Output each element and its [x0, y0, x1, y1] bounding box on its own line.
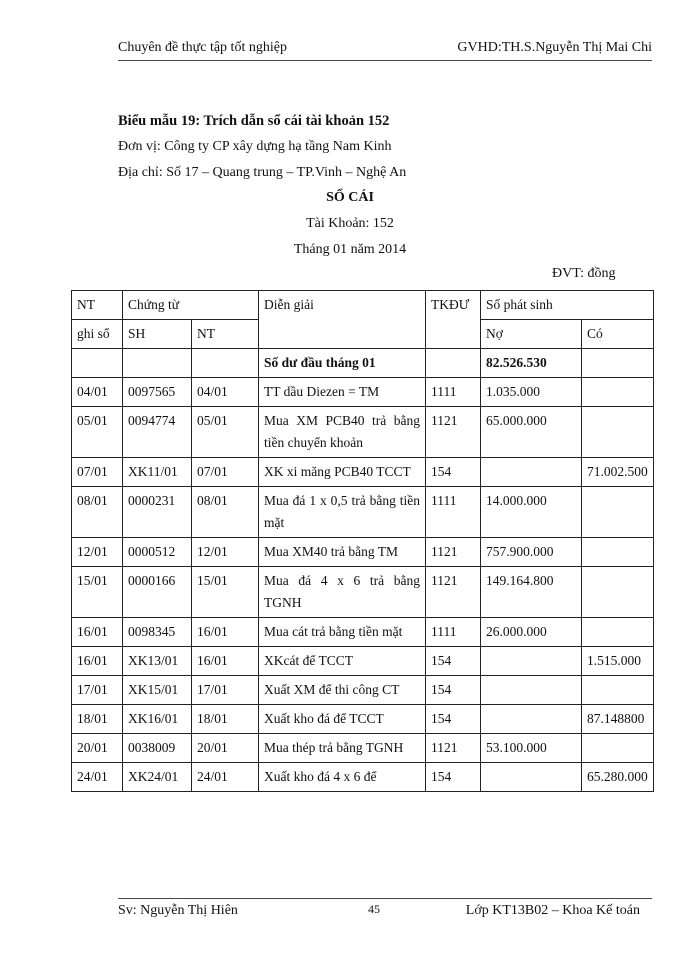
- date-cell: 08/01: [72, 487, 123, 538]
- currency-unit: ĐVT: đồng: [552, 266, 616, 281]
- voucher-number-cell: 0097565: [123, 378, 192, 407]
- table-row: [72, 734, 654, 763]
- description-cell: Mua thép trả bằng TGNH: [259, 734, 426, 763]
- debit-cell: 757.900.000: [481, 538, 582, 567]
- voucher-date-cell: 17/01: [192, 676, 259, 705]
- credit-cell: [582, 407, 654, 458]
- account-line: Tài Khoản: 152: [306, 216, 394, 231]
- voucher-date-cell: 16/01: [192, 618, 259, 647]
- page-number: 45: [368, 902, 380, 916]
- description-cell: Mua XM PCB40 trả bằng tiền chuyển khoản: [259, 407, 426, 458]
- credit-cell: [582, 567, 654, 618]
- date-cell: 07/01: [72, 458, 123, 487]
- description-cell: XK xi măng PCB40 TCCT: [259, 458, 426, 487]
- date-cell: 16/01: [72, 618, 123, 647]
- voucher-date-cell: 04/01: [192, 378, 259, 407]
- date-cell: 04/01: [72, 378, 123, 407]
- header-diengiai: Diễn giải: [259, 291, 426, 349]
- voucher-number-cell: XK16/01: [123, 705, 192, 734]
- header-nt: NT: [72, 291, 123, 320]
- voucher-number-cell: 0000512: [123, 538, 192, 567]
- account-code-cell: 1121: [426, 567, 481, 618]
- footer-left: Sv: Nguyễn Thị Hiên: [118, 903, 238, 918]
- voucher-date-cell: 12/01: [192, 538, 259, 567]
- table-row: [72, 378, 654, 407]
- voucher-number-cell: XK13/01: [123, 647, 192, 676]
- table-row: [72, 407, 654, 458]
- credit-cell: [582, 487, 654, 538]
- voucher-number-cell: XK24/01: [123, 763, 192, 792]
- voucher-number-cell: 0000231: [123, 487, 192, 538]
- voucher-number-cell: XK11/01: [123, 458, 192, 487]
- date-cell: 18/01: [72, 705, 123, 734]
- table-row: [72, 567, 654, 618]
- account-code-cell: 154: [426, 458, 481, 487]
- table-row: [72, 538, 654, 567]
- description-cell: XKcát để TCCT: [259, 647, 426, 676]
- description-cell: Xuất kho đá 4 x 6 để: [259, 763, 426, 792]
- table-row: [72, 676, 654, 705]
- opening-balance-row: [72, 349, 654, 378]
- ledger-table: [71, 290, 654, 792]
- table-row: [72, 458, 654, 487]
- credit-cell: 87.148800: [582, 705, 654, 734]
- address-line: Địa chỉ: Số 17 – Quang trung – TP.Vinh – Nghệ An: [118, 165, 407, 180]
- credit-cell: [582, 676, 654, 705]
- voucher-date-cell: 08/01: [192, 487, 259, 538]
- footer-right: Lớp KT13B02 – Khoa Kế toán: [465, 903, 640, 918]
- voucher-date-cell: 20/01: [192, 734, 259, 763]
- account-code-cell: 1121: [426, 407, 481, 458]
- credit-cell: [582, 378, 654, 407]
- page-header: [118, 40, 652, 61]
- unit-line: Đơn vị: Công ty CP xây dựng hạ tầng Nam Kinh: [118, 139, 392, 154]
- date-cell: 12/01: [72, 538, 123, 567]
- description-cell: Xuất XM để thi công CT: [259, 676, 426, 705]
- date-cell: 24/01: [72, 763, 123, 792]
- voucher-date-cell: 16/01: [192, 647, 259, 676]
- form-title: Biểu mẫu 19: Trích dẫn sổ cái tài khoản 152: [118, 113, 390, 129]
- debit-cell: [481, 676, 582, 705]
- page-footer: [118, 898, 652, 919]
- date-cell: 05/01: [72, 407, 123, 458]
- description-cell: Xuất kho đá để TCCT: [259, 705, 426, 734]
- opening-value: 82.526.530: [481, 349, 582, 378]
- header-nt2: NT: [192, 320, 259, 349]
- account-code-cell: 1121: [426, 538, 481, 567]
- description-cell: Mua đá 1 x 0,5 trả bằng tiền mặt: [259, 487, 426, 538]
- account-code-cell: 1111: [426, 378, 481, 407]
- table-row: [72, 618, 654, 647]
- description-cell: TT dầu Diezen = TM: [259, 378, 426, 407]
- debit-cell: 149.164.800: [481, 567, 582, 618]
- table-row: [72, 487, 654, 538]
- voucher-date-cell: 05/01: [192, 407, 259, 458]
- voucher-date-cell: 18/01: [192, 705, 259, 734]
- account-code-cell: 154: [426, 647, 481, 676]
- credit-cell: 71.002.500: [582, 458, 654, 487]
- debit-cell: 1.035.000: [481, 378, 582, 407]
- credit-cell: 65.280.000: [582, 763, 654, 792]
- voucher-date-cell: 07/01: [192, 458, 259, 487]
- header-no: Nợ: [481, 320, 582, 349]
- header-right: GVHD:TH.S.Nguyễn Thị Mai Chi: [457, 40, 652, 55]
- credit-cell: [582, 734, 654, 763]
- credit-cell: [582, 538, 654, 567]
- date-cell: 20/01: [72, 734, 123, 763]
- voucher-number-cell: 0094774: [123, 407, 192, 458]
- debit-cell: 26.000.000: [481, 618, 582, 647]
- voucher-date-cell: 15/01: [192, 567, 259, 618]
- debit-cell: [481, 647, 582, 676]
- header-co: Có: [582, 320, 654, 349]
- table-row: [72, 763, 654, 792]
- account-code-cell: 154: [426, 676, 481, 705]
- debit-cell: [481, 705, 582, 734]
- voucher-number-cell: 0000166: [123, 567, 192, 618]
- account-code-cell: 1111: [426, 487, 481, 538]
- voucher-date-cell: 24/01: [192, 763, 259, 792]
- account-code-cell: 154: [426, 705, 481, 734]
- opening-label: Số dư đầu tháng 01: [259, 349, 426, 378]
- voucher-number-cell: 0038009: [123, 734, 192, 763]
- header-tkdu: TKĐƯ: [426, 291, 481, 349]
- date-cell: 16/01: [72, 647, 123, 676]
- voucher-number-cell: XK15/01: [123, 676, 192, 705]
- debit-cell: 65.000.000: [481, 407, 582, 458]
- credit-cell: [582, 618, 654, 647]
- header-left: Chuyên đề thực tập tốt nghiệp: [118, 40, 287, 55]
- credit-cell: 1.515.000: [582, 647, 654, 676]
- account-code-cell: 1121: [426, 734, 481, 763]
- date-cell: 17/01: [72, 676, 123, 705]
- table-header-row: [72, 291, 654, 320]
- debit-cell: 14.000.000: [481, 487, 582, 538]
- table-row: [72, 647, 654, 676]
- header-sophatsinh: Số phát sinh: [481, 291, 654, 320]
- description-cell: Mua XM40 trả bằng TM: [259, 538, 426, 567]
- description-cell: Mua cát trả bằng tiền mặt: [259, 618, 426, 647]
- account-code-cell: 1111: [426, 618, 481, 647]
- header-chungtu: Chứng từ: [123, 291, 259, 320]
- debit-cell: 53.100.000: [481, 734, 582, 763]
- voucher-number-cell: 0098345: [123, 618, 192, 647]
- date-cell: 15/01: [72, 567, 123, 618]
- debit-cell: [481, 763, 582, 792]
- description-cell: Mua đá 4 x 6 trả bằng TGNH: [259, 567, 426, 618]
- table-row: [72, 705, 654, 734]
- header-sh: SH: [123, 320, 192, 349]
- debit-cell: [481, 458, 582, 487]
- header-ghiso: ghi sổ: [72, 320, 123, 349]
- period-line: Tháng 01 năm 2014: [293, 242, 407, 257]
- account-code-cell: 154: [426, 763, 481, 792]
- ledger-title: SỔ CÁI: [326, 190, 374, 205]
